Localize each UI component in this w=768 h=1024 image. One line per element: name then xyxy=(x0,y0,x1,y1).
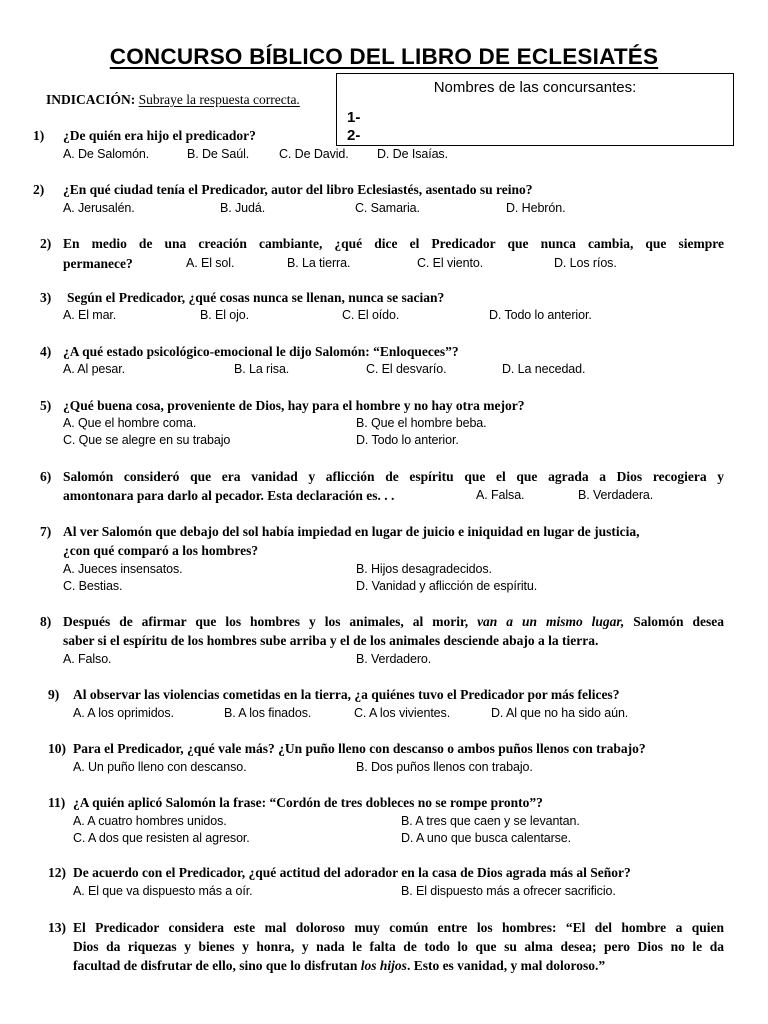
question-number: 10) xyxy=(48,741,66,756)
question-number: 13) xyxy=(48,920,66,935)
question-text: ¿En qué ciudad tenía el Predicador, autor del libro Eclesiastés, asentado su reino? xyxy=(63,182,533,197)
question-text: En medio de una creación cambiante, ¿qué dice el Predicador que nunca cambia, que siempre xyxy=(63,236,724,251)
question-text: ¿A quién aplicó Salomón la frase: “Cordón de tres dobleces no se rompe pronto”? xyxy=(73,795,543,810)
option-c[interactable]: C. Que se alegre en su trabajo xyxy=(63,433,231,447)
option-b[interactable]: B. Que el hombre beba. xyxy=(356,416,487,430)
question-number: 5) xyxy=(40,398,52,413)
option-a[interactable]: A. Un puño lleno con descanso. xyxy=(73,760,247,774)
option-a[interactable]: A. El mar. xyxy=(63,308,117,322)
question-number: 7) xyxy=(40,524,52,539)
question-number: 6) xyxy=(40,469,52,484)
question-text: ¿De quién era hijo el predicador? xyxy=(63,128,256,143)
option-b[interactable]: B. El dispuesto más a ofrecer sacrificio. xyxy=(401,884,616,898)
question-text-cont: saber si el espíritu de los hombres sube arriba y el de los animales desciende abajo a la tierra. xyxy=(63,633,599,648)
question-text: El Predicador considera este mal doloroso muy común entre los hombres: “El del hombre a quien xyxy=(73,920,724,935)
option-d[interactable]: D. De Isaías. xyxy=(377,147,448,161)
question-number: 2) xyxy=(33,182,45,197)
question-number: 4) xyxy=(40,344,52,359)
option-c[interactable]: C. A los vivientes. xyxy=(354,706,451,720)
question-text: Después de afirmar que los hombres y los animales, al morir, van a un mismo lugar, Salomón desea xyxy=(63,614,724,629)
question-text: De acuerdo con el Predicador, ¿qué actitud del adorador en la casa de Dios agrada más al Señor? xyxy=(73,865,631,880)
option-d[interactable]: D. La necedad. xyxy=(502,362,586,376)
option-c[interactable]: C. De David. xyxy=(279,147,349,161)
option-c[interactable]: C. A dos que resisten al agresor. xyxy=(73,831,250,845)
question-number: 11) xyxy=(48,795,66,810)
option-b[interactable]: B. De Saúl. xyxy=(187,147,250,161)
instruction xyxy=(46,92,300,108)
option-c[interactable]: C. El viento. xyxy=(417,256,484,270)
option-d[interactable]: D. Los ríos. xyxy=(554,256,617,270)
option-a[interactable]: A. A los oprimidos. xyxy=(73,706,174,720)
question-number: 3) xyxy=(40,290,52,305)
option-d[interactable]: D. A uno que busca calentarse. xyxy=(401,831,572,845)
option-b[interactable]: B. A tres que caen y se levantan. xyxy=(401,814,580,828)
question-text: Para el Predicador, ¿qué vale más? ¿Un puño lleno con descanso o ambos puños llenos con trabajo? xyxy=(73,741,646,756)
question-number: 9) xyxy=(48,687,60,702)
option-b[interactable]: B. A los finados. xyxy=(224,706,312,720)
option-a[interactable]: A. Que el hombre coma. xyxy=(63,416,197,430)
option-b[interactable]: B. El ojo. xyxy=(200,308,250,322)
option-b[interactable]: B. Verdadero. xyxy=(356,652,432,666)
option-a[interactable]: A. De Salomón. xyxy=(63,147,150,161)
option-d[interactable]: D. Al que no ha sido aún. xyxy=(491,706,629,720)
question-text: Al ver Salomón que debajo del sol había impiedad en lugar de juicio e iniquidad en lugar de justicia, xyxy=(63,524,640,539)
option-a[interactable]: A. A cuatro hombres unidos. xyxy=(73,814,227,828)
option-c[interactable]: C. Samaria. xyxy=(355,201,420,215)
question-number: 12) xyxy=(48,865,66,880)
question-text: ¿A qué estado psicológico-emocional le dijo Salomón: “Enloqueces”? xyxy=(63,344,459,359)
contestant-line-2: 2- xyxy=(347,127,361,144)
option-a[interactable]: A. Jueces insensatos. xyxy=(63,562,183,576)
option-b[interactable]: B. La tierra. xyxy=(287,256,351,270)
question-text-cont: amontonara para darlo al pecador. Esta declaración es. . . xyxy=(63,488,395,503)
question-text-cont: Dios da riquezas y bienes y honra, y nada le falta de todo lo que su alma desea; pero Dios no le da xyxy=(73,939,724,954)
question-text-cont: ¿con qué comparó a los hombres? xyxy=(63,543,259,558)
page-title: CONCURSO BÍBLICO DEL LIBRO DE ECLESIATÉS xyxy=(109,44,659,69)
option-a[interactable]: A. Al pesar. xyxy=(63,362,126,376)
option-b[interactable]: B. Verdadera. xyxy=(578,488,654,502)
option-b[interactable]: B. Judá. xyxy=(220,201,266,215)
option-c[interactable]: C. El desvarío. xyxy=(366,362,447,376)
question-number: 2) xyxy=(40,236,52,251)
question-text-cont: facultad de disfrutar de ello, sino que lo disfrutan los hijos. Esto es vanidad, y mal doloroso.” xyxy=(73,958,606,973)
instruction-label: INDICACIÓN: xyxy=(46,92,136,107)
question-text: Salomón consideró que era vanidad y aflicción de espíritu que el que agrada a Dios recogiera y xyxy=(63,469,724,484)
question-text: ¿Qué buena cosa, proveniente de Dios, hay para el hombre y no hay otra mejor? xyxy=(63,398,525,413)
option-d[interactable]: D. Todo lo anterior. xyxy=(489,308,592,322)
contestant-line-1: 1- xyxy=(347,109,361,126)
option-d[interactable]: D. Vanidad y aflicción de espíritu. xyxy=(356,579,538,593)
option-a[interactable]: A. El que va dispuesto más a oír. xyxy=(73,884,253,898)
option-c[interactable]: C. El oído. xyxy=(342,308,400,322)
option-a[interactable]: A. Falsa. xyxy=(476,488,525,502)
option-d[interactable]: D. Todo lo anterior. xyxy=(356,433,459,447)
option-b[interactable]: B. Hijos desagradecidos. xyxy=(356,562,492,576)
question-text-cont: permanece? xyxy=(63,256,133,271)
contestant-names-box xyxy=(336,73,734,146)
question-number: 8) xyxy=(40,614,52,629)
question-text: Según el Predicador, ¿qué cosas nunca se llenan, nunca se sacian? xyxy=(67,290,445,305)
option-a[interactable]: A. El sol. xyxy=(186,256,235,270)
names-box-heading: Nombres de las concursantes: xyxy=(433,79,637,96)
question-text: Al observar las violencias cometidas en la tierra, ¿a quiénes tuvo el Predicador por más felices? xyxy=(73,687,620,702)
option-a[interactable]: A. Falso. xyxy=(63,652,112,666)
option-d[interactable]: D. Hebrón. xyxy=(506,201,566,215)
option-b[interactable]: B. La risa. xyxy=(234,362,290,376)
option-a[interactable]: A. Jerusalén. xyxy=(63,201,135,215)
option-c[interactable]: C. Bestias. xyxy=(63,579,123,593)
option-b[interactable]: B. Dos puños llenos con trabajo. xyxy=(356,760,533,774)
instruction-text: Subraye la respuesta correcta. xyxy=(138,92,300,107)
question-number: 1) xyxy=(33,128,45,143)
